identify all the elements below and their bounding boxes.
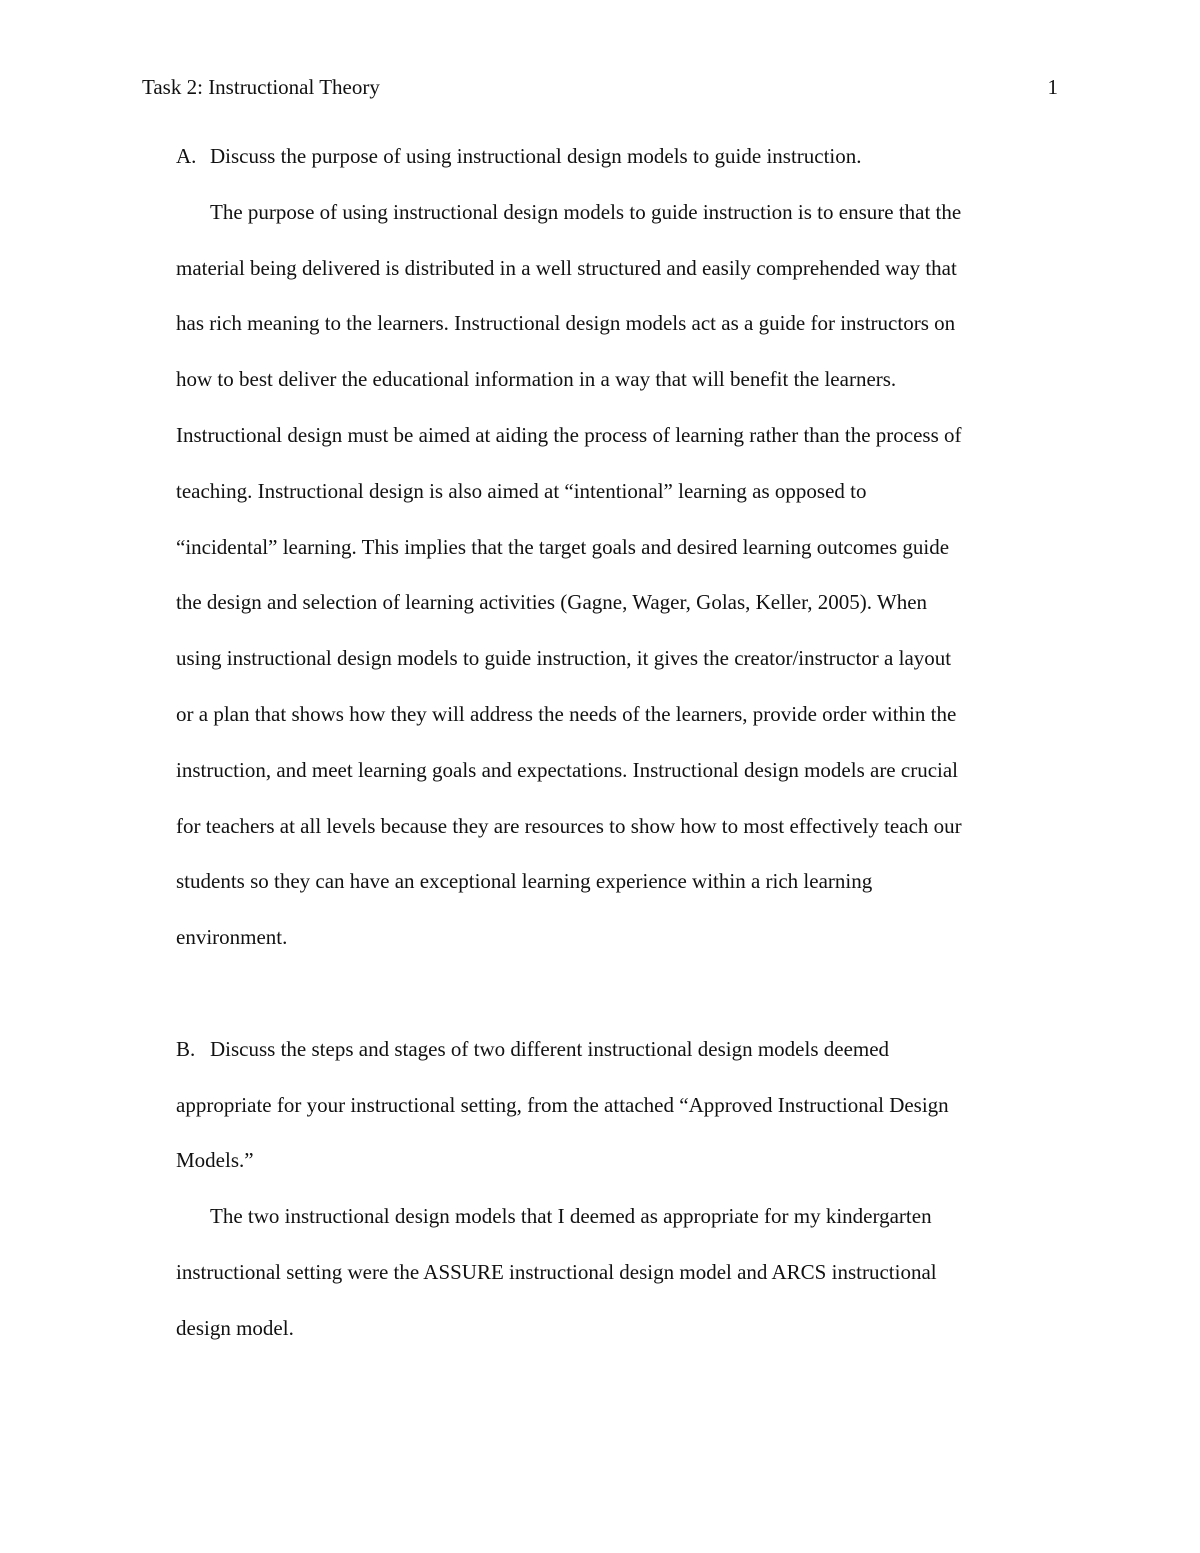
section-a-answer [176,185,1062,966]
section-spacer [176,966,1062,1022]
section-b-prompt [176,1022,1062,1189]
section-b-prompt-line [176,1022,1062,1078]
section-a-answer-line: Instructional design must be aimed at aiding the process of learning rather than the process of [176,422,962,447]
page-number: 1 [1047,75,1058,99]
section-b-prompt-text: Discuss the steps and stages of two different instructional design models deemed [210,1036,890,1061]
section-a-answer-line: instruction, and meet learning goals and expectations. Instructional design models are crucial [176,757,959,782]
section-a-answer-line: The purpose of using instructional design models to guide instruction is to ensure that the [210,199,962,224]
section-a-answer-line: using instructional design models to guide instruction, it gives the creator/instructor a layout [176,646,952,671]
section-a-answer-line: for teachers at all levels because they are resources to show how to most effectively teach our [176,813,962,838]
section-b-answer-line: The two instructional design models that I deemed as appropriate for my kindergarten [210,1204,932,1229]
running-head-title: Task 2: Instructional Theory [142,75,380,99]
section-a-answer-line: has rich meaning to the learners. Instructional design models act as a guide for instructors on [176,311,956,336]
section-a-prompt [176,129,1062,185]
section-a-answer-line: how to best deliver the educational information in a way that will benefit the learners. [176,367,897,392]
running-head [142,72,1058,102]
section-b-answer-line: instructional setting were the ASSURE instructional design model and ARCS instructional [176,1259,937,1284]
section-b-prompt-line: Models.” [176,1148,254,1173]
section-b-answer [176,1189,1062,1356]
section-a-answer-line: students so they can have an exceptional learning experience within a rich learning [176,869,873,894]
section-b-prompt-line: appropriate for your instructional setting, from the attached “Approved Instructional Design [176,1092,949,1117]
section-a-answer-line: environment. [176,925,288,950]
section-b-answer-line: design model. [176,1315,294,1340]
document-body [176,129,1062,1357]
section-a-prompt-text: Discuss the purpose of using instructional design models to guide instruction. [210,144,862,168]
section-a-answer-line: the design and selection of learning activities (Gagne, Wager, Golas, Keller, 2005). When [176,590,928,615]
section-a-label: A. [176,144,197,168]
section-b-label: B. [176,1036,196,1061]
section-a-answer-line: teaching. Instructional design is also aimed at “intentional” learning as opposed to [176,478,867,503]
section-a-answer-line: or a plan that shows how they will address the needs of the learners, provide order within the [176,701,957,726]
section-a-answer-line: “incidental” learning. This implies that the target goals and desired learning outcomes guide [176,534,950,559]
section-a-answer-line: material being delivered is distributed in a well structured and easily comprehended way that [176,255,957,280]
